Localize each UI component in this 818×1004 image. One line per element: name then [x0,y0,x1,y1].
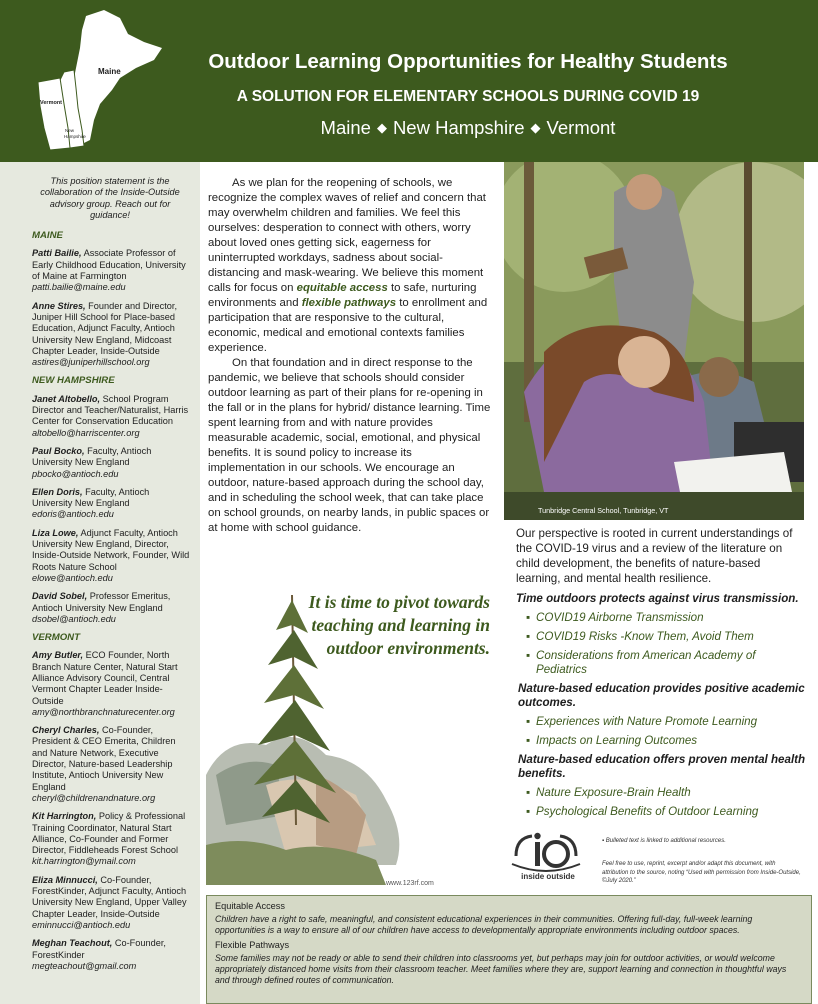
resource-link[interactable]: ▪ Nature Exposure-Brain Health [516,786,806,800]
pull-quote: It is time to pivot towards teaching and learning in outdoor environments. [308,592,490,658]
contact-desc: Professor Emeritus, Antioch University New England [32,591,171,613]
contact-desc: Faculty, Antioch University New England [32,445,152,468]
region-heading-maine: MAINE [32,230,63,242]
body-text-span: to safe, nurturing environments and [208,282,477,309]
contact-entry [32,528,192,584]
state-maine: Maine [320,117,371,138]
resource-link[interactable]: ▪ COVID19 Airborne Transmission [516,611,806,625]
contact-entry [32,938,192,972]
contact-entry [32,725,192,804]
definition-heading: Flexible Pathways [215,940,290,950]
contact-name: Eliza Minnucci, [32,874,98,885]
contact-name: Liza Lowe, [32,527,79,538]
diamond-icon: ◆ [376,120,387,135]
contact-name: David Sobel, [32,591,88,602]
state-vermont: Vermont [546,117,616,138]
resource-link[interactable]: ▪ Considerations from American Academy of Pediatrics [516,649,806,677]
contact-desc: School Program Director and Teacher/Naturalist, Harris Center for Conservation Education [32,393,189,427]
contact-entry [32,811,192,867]
contact-name: Janet Altobello, [32,393,101,404]
contact-email-link[interactable]: eminnucci@antioch.edu [32,919,131,930]
definition-heading: Equitable Access [215,901,285,911]
resource-link[interactable]: ▪ Psychological Benefits of Outdoor Learning [516,805,806,819]
contact-email-link[interactable]: kit.harrington@ymail.com [32,856,136,867]
diamond-icon: ◆ [530,120,541,135]
resource-link[interactable]: ▪ Impacts on Learning Outcomes [516,734,806,748]
highlight-equitable-access: equitable access [296,282,388,294]
vermont-map-label: Vermont [40,100,63,106]
resource-link[interactable]: ▪ COVID19 Risks -Know Them, Avoid Them [516,630,806,644]
nh-map-label-1: New [65,128,75,133]
contact-desc: Co-Founder, President & CEO Emerita, Children and Nature Network, Executive Director, Nature-based Leadership Institute, Antioch University New England [32,725,176,792]
usage-note: Feel free to use, reprint, excerpt and/or adapt this document, with attribution to the source, noting “Used with permission from Inside-Outside, ©July 2020.” [602,861,801,884]
contact-name: Ellen Doris, [32,486,83,497]
photo-caption: Tunbridge Central School, Tunbridge, VT [538,506,669,515]
bullet-note: ▪ Bulleted text is linked to additional resources. [602,838,726,844]
resource-heading: Nature-based education offers proven mental health benefits. [518,753,806,780]
contact-desc: Associate Professor of Early Childhood Education, University of Maine at Farmington [32,248,186,282]
region-heading-vermont: VERMONT [32,632,80,644]
perspective-intro: Our perspective is rooted in current understandings of the COVID-19 virus and a review of the literature on child development, the benefits of nature-based learning, and mental health resilience. [516,527,793,585]
contact-desc: ECO Founder, North Branch Nature Center, Natural Start Alliance Advisory Council, Central Vermont Chapter Leader Inside-Outside [32,650,178,706]
definition-text: Children have a right to safe, meaningful, and consistent educational experiences in their communities. Offering full-day, full-week learning opportunities is a way to ensure all of our children have access to developmentally appropriate environments including outdoor spaces. [215,914,753,935]
contact-desc: Founder and Director, Juniper Hill School for Place-based Education, Adjunct Faculty, Antioch University New England, Midcoast Chapter Leader, Inside-Outside [32,300,178,356]
logo-wordmark: inside outside [521,872,575,881]
highlight-flexible-pathways: flexible pathways [301,297,397,309]
resource-list [516,592,806,824]
contact-email-link[interactable]: dsobel@antioch.edu [32,613,116,624]
contact-entry [32,875,192,931]
contact-name: Kit Harrington, [32,811,97,822]
contact-email-link[interactable]: altobello@harriscenter.org [32,427,140,438]
contact-email-link[interactable]: megteachout@gmail.com [32,960,137,971]
body-text-span: As we plan for the reopening of schools, we recognize the complex waves of relief and concern that may overwhelm children and families. We feel this ourselves: desperation to connect with others, worry about loved ones getting sick, eagerness for uninterrupted workdays, sadness about social-distancing and mask-wearing. We believe this moment calls for focus on [208,177,486,294]
contact-email-link[interactable]: astires@juniperhillschool.org [32,357,150,368]
maine-map-label: Maine [98,67,121,76]
contact-desc: Adjunct Faculty, Antioch University New England, Director, Inside-Outside Network, Founder, Wild Roots Nature School [32,527,190,572]
contact-email-link[interactable]: elowe@antioch.edu [32,572,113,583]
header-banner [0,0,818,162]
new-england-map-icon [24,8,164,156]
definition-text: Some families may not be ready or able to send their children into classrooms yet, but perhaps may join for outdoor activities, or would welcome appropriately distanced home visits from their classroom teacher. Meet families where they are, support learning and connection in thoughtful ways and through defined routes of communication. [215,953,787,985]
body-text-span: to enrollment and participation that are responsive to the cultural, economic, medical and emotional contexts families experience. [208,297,488,354]
contact-name: Cheryl Charles, [32,725,100,736]
tree-credit: www.123rf.com [386,880,434,887]
body-paragraph-2: On that foundation and in direct response to the pandemic, we believe that schools should consider outdoor learning as part of their plans for re-opening in the fall or in the plans for hybrid/ distance learning. Time spent learning from and with nature provides measurable academic, social, emotional, and physical benefits. It is sound policy to increase its implementation in our schools. We encourage an outdoor, nature-based approach during the school day, and in scheduling the school week, that can take place on school grounds, on nearby lands, in public spaces or at home with school guidance. [208,357,491,534]
contact-name: Amy Butler, [32,650,84,661]
contact-entry [32,650,192,718]
contact-name: Paul Bocko, [32,445,85,456]
contact-name: Meghan Teachout, [32,938,113,949]
definitions-box [206,895,812,1004]
page-subtitle: A SOLUTION FOR ELEMENTARY SCHOOLS DURING COVID 19 [236,88,700,105]
contact-email-link[interactable]: patti.bailie@maine.edu [32,282,126,293]
contact-entry [32,248,192,293]
contact-desc: Faculty, Antioch University New England [32,486,150,509]
advisory-sidebar [0,162,200,1004]
resource-heading: Nature-based education provides positive academic outcomes. [518,682,805,709]
contact-name: Patti Bailie, [32,248,82,259]
contact-desc: Co-Founder, ForestKinder [32,938,166,960]
contact-entry [32,591,192,625]
contact-entry [32,301,192,369]
contact-email-link[interactable]: cheryl@childrenandnature.org [32,792,156,803]
contact-entry [32,487,192,521]
main-body-text [208,176,492,536]
contact-email-link[interactable]: pbocko@antioch.edu [32,468,119,479]
outdoor-class-photo [504,162,804,520]
contact-email-link[interactable]: amy@northbranchnaturecenter.org [32,706,175,717]
contact-email-link[interactable]: edoris@antioch.edu [32,509,114,520]
contact-name: Anne Stires, [32,300,86,311]
contact-desc: Policy & Professional Training Coordinator, Natural Start Alliance, Co-Founder and Former Director, Fiddleheads Forest School [32,811,186,856]
contact-desc: Co-Founder, ForestKinder, Adjunct Faculty, Antioch University New England, Upper Valley Chapter Leader, Inside-Outside [32,874,187,919]
page-title: Outdoor Learning Opportunities for Healthy Students [208,50,728,73]
sidebar-intro: This position statement is the collaboration of the Inside-Outside advisory group. Reach out for guidance! [40,176,180,220]
resource-heading: Time outdoors protects against virus transmission. [516,592,799,605]
resource-link[interactable]: ▪ Experiences with Nature Promote Learning [516,715,806,729]
contact-entry [32,446,192,480]
nh-map-label-2: Hampshire [64,134,86,139]
body-paragraph-1 [208,176,492,356]
states-line [148,117,788,139]
region-heading-new-hampshire: NEW HAMPSHIRE [32,375,115,387]
state-new-hampshire: New Hampshire [392,117,525,138]
contact-entry [32,394,192,439]
